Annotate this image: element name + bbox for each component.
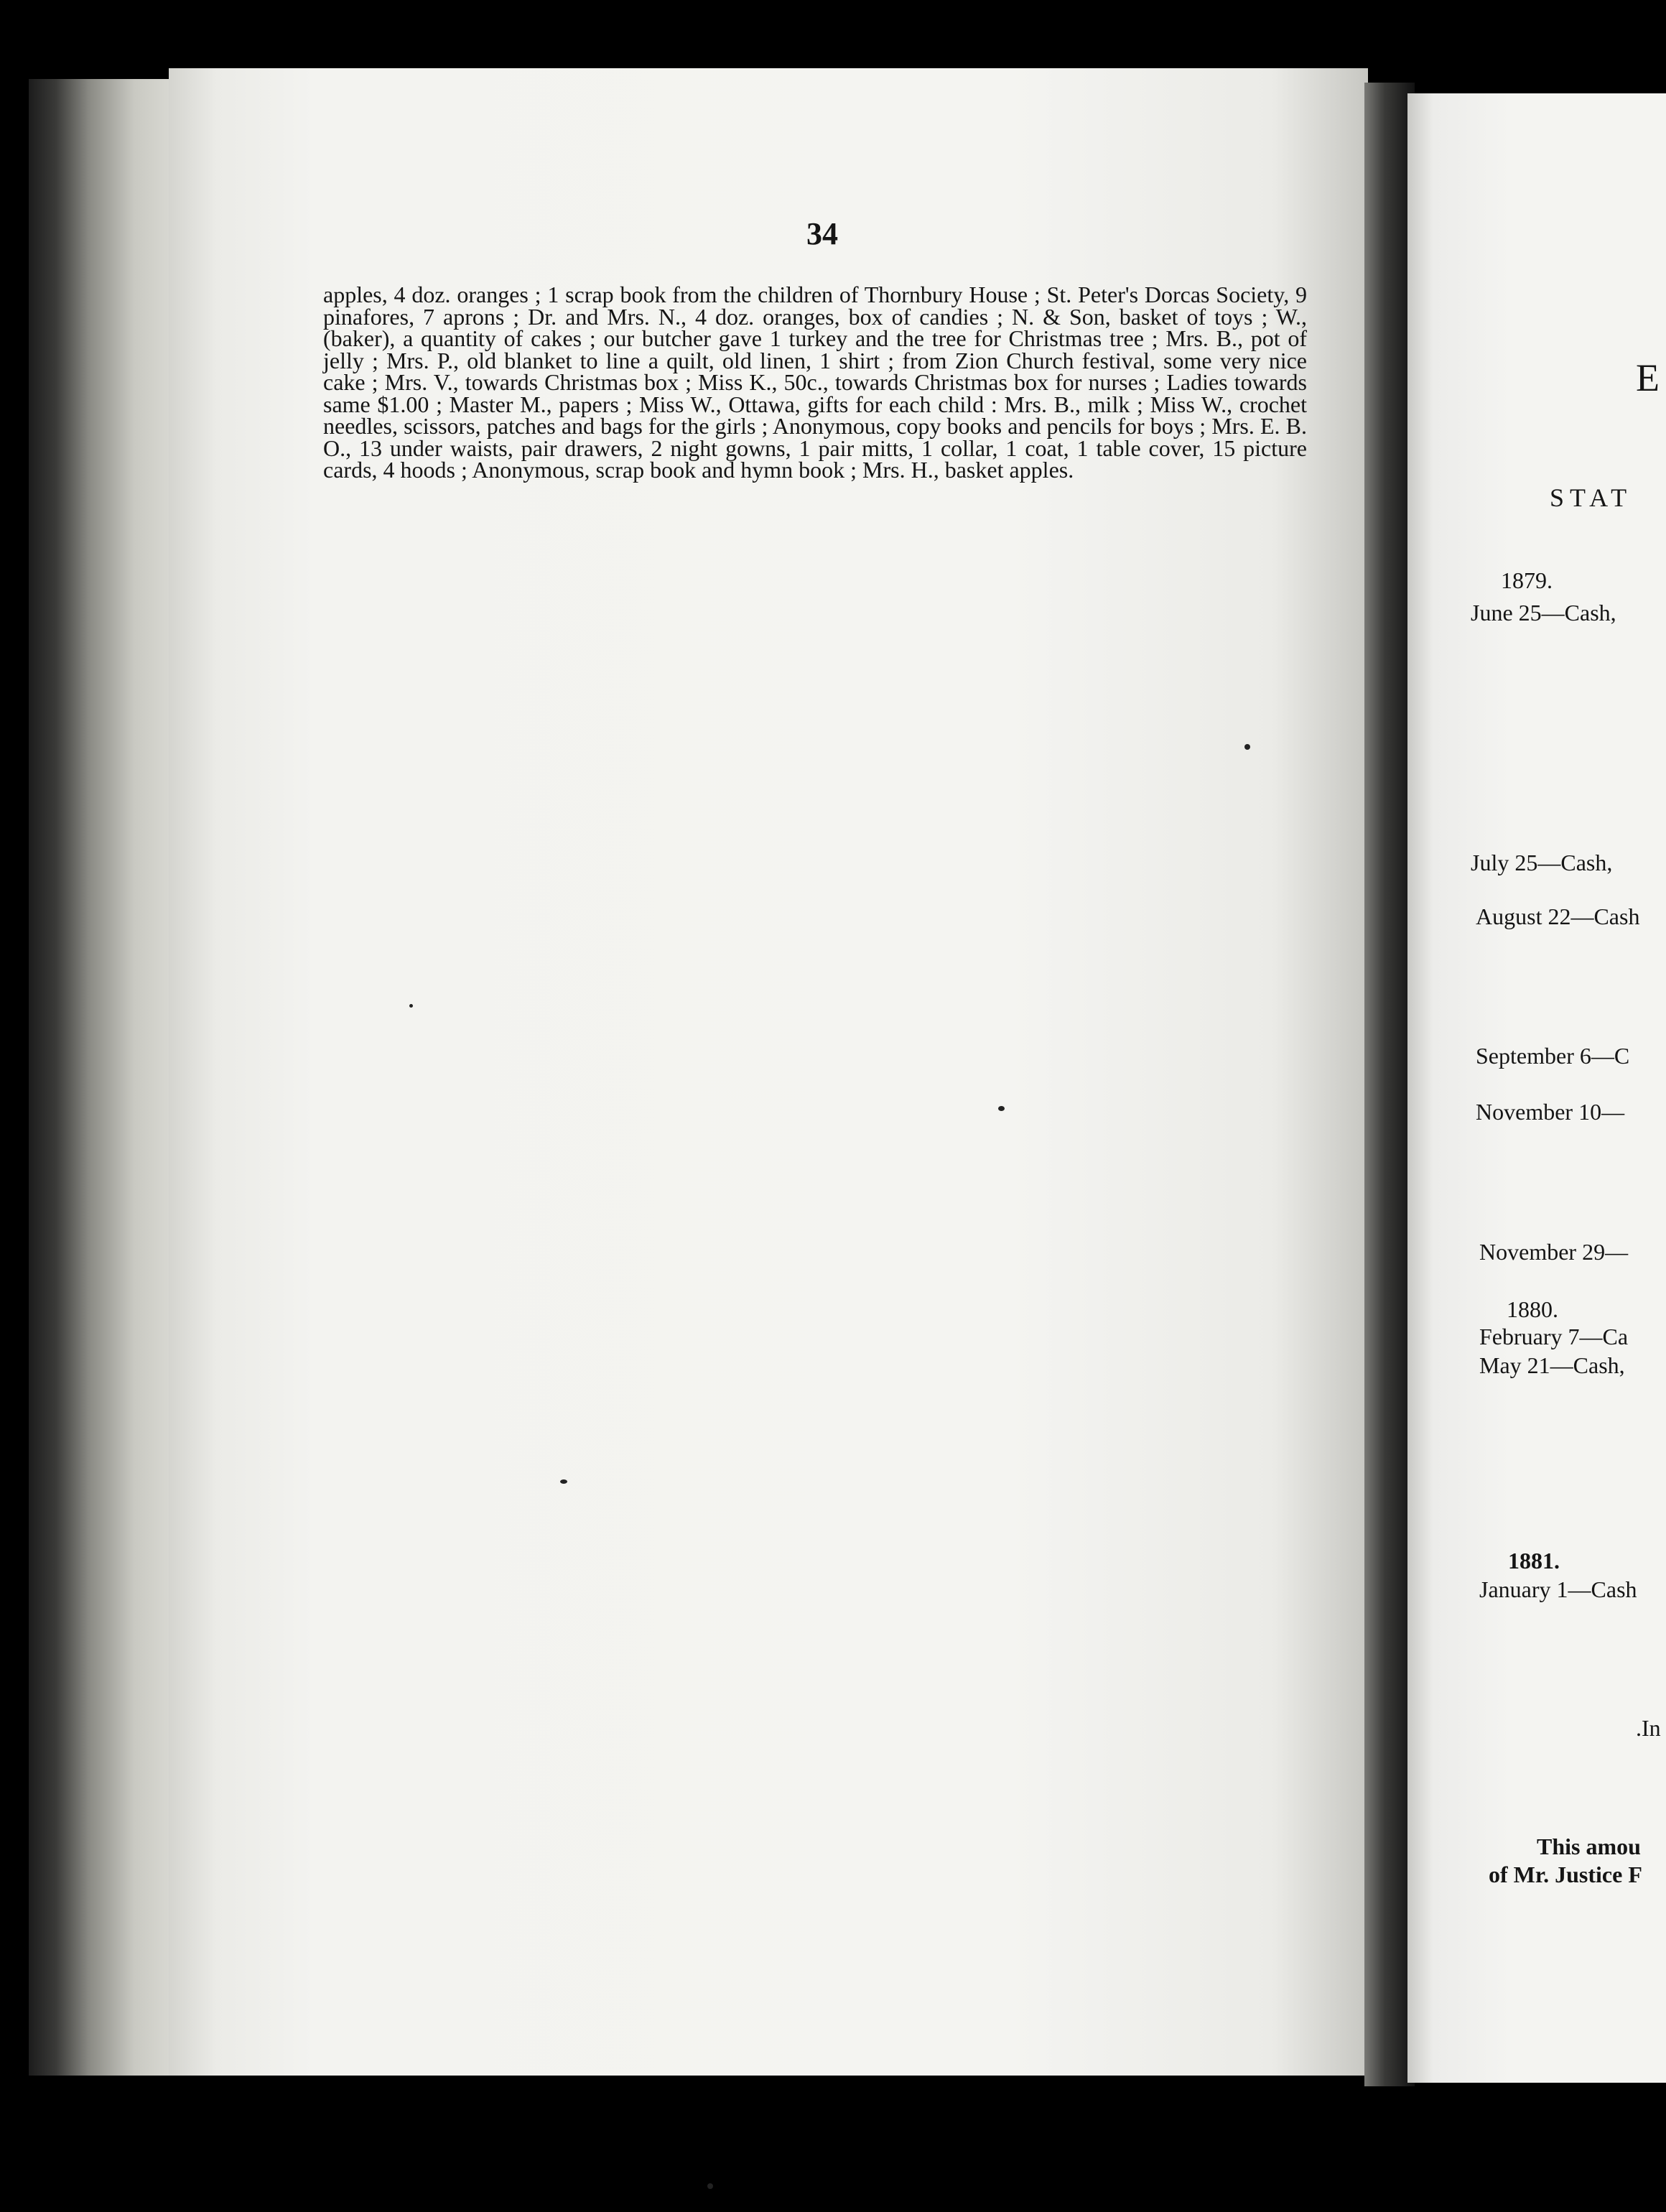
paper-speck bbox=[409, 1004, 413, 1008]
right-page-footer-line-2: of Mr. Justice F bbox=[1489, 1862, 1642, 1887]
ledger-entry-feb7: February 7—Ca bbox=[1479, 1324, 1629, 1349]
ledger-year-1881: 1881. bbox=[1508, 1548, 1560, 1574]
book-page-edges bbox=[29, 79, 180, 2076]
right-page bbox=[1407, 93, 1666, 2083]
ledger-entry-nov10: November 10— bbox=[1476, 1099, 1625, 1125]
right-page-heading: E bbox=[1636, 356, 1662, 399]
paper-speck bbox=[707, 2183, 713, 2189]
ledger-year-1879: 1879. bbox=[1501, 567, 1553, 593]
ledger-entry-may21: May 21—Cash, bbox=[1479, 1352, 1625, 1378]
ledger-entry-june25: June 25—Cash, bbox=[1471, 600, 1616, 626]
right-page-footer-line-1: This amou bbox=[1537, 1834, 1641, 1859]
ledger-entry-july25: July 25—Cash, bbox=[1471, 850, 1613, 875]
ledger-entry-sep6: September 6—C bbox=[1476, 1043, 1630, 1069]
ledger-entry-in: .In bbox=[1636, 1715, 1661, 1741]
paper-speck bbox=[560, 1479, 567, 1484]
ledger-entry-nov29: November 29— bbox=[1479, 1239, 1629, 1265]
paragraph-text: apples, 4 doz. oranges ; 1 scrap book from the children of Thornbury House ; St. Peter's Dorcas Society, 9 pinafores, 7 aprons ; Dr. and Mrs. N., 4 doz. oranges, box of candies ; N. & Son, basket of toys ; W., (baker), a quantity of cakes ; our butcher gave 1 turkey and the tree for Christmas tree ; Mrs. B., pot of jelly ; Mrs. P., old blanket to line a quilt, old linen, 1 shirt ; from Zion Church festival, some very nice cake ; Mrs. V., towards Christmas box ; Miss K., 50c., towards Christmas box for nurses ; Ladies towards same $1.00 ; Master M., papers ; Miss W., Ottawa, gifts for each child : Mrs. B., milk ; Miss W., crochet needles, scissors, patches and bags for the girls ; Anonymous, copy books and pencils for boys ; Mrs. E. B. O., 13 under waists, pair drawers, 2 night gowns, 1 pair mitts, 1 collar, 1 coat, 1 table cover, 15 picture cards, 4 hoods ; Anonymous, scrap book and hymn book ; Mrs. H., basket apples. bbox=[323, 282, 1307, 483]
ledger-entry-aug22: August 22—Cash bbox=[1476, 903, 1640, 929]
paper-speck bbox=[998, 1106, 1005, 1111]
ledger-entry-jan1: January 1—Cash bbox=[1479, 1576, 1637, 1602]
page-number: 34 bbox=[806, 216, 838, 251]
right-page-subheading: STAT bbox=[1550, 483, 1633, 512]
donations-paragraph bbox=[323, 284, 1307, 481]
paper-speck bbox=[1244, 744, 1250, 750]
ledger-year-1880: 1880. bbox=[1507, 1296, 1558, 1322]
